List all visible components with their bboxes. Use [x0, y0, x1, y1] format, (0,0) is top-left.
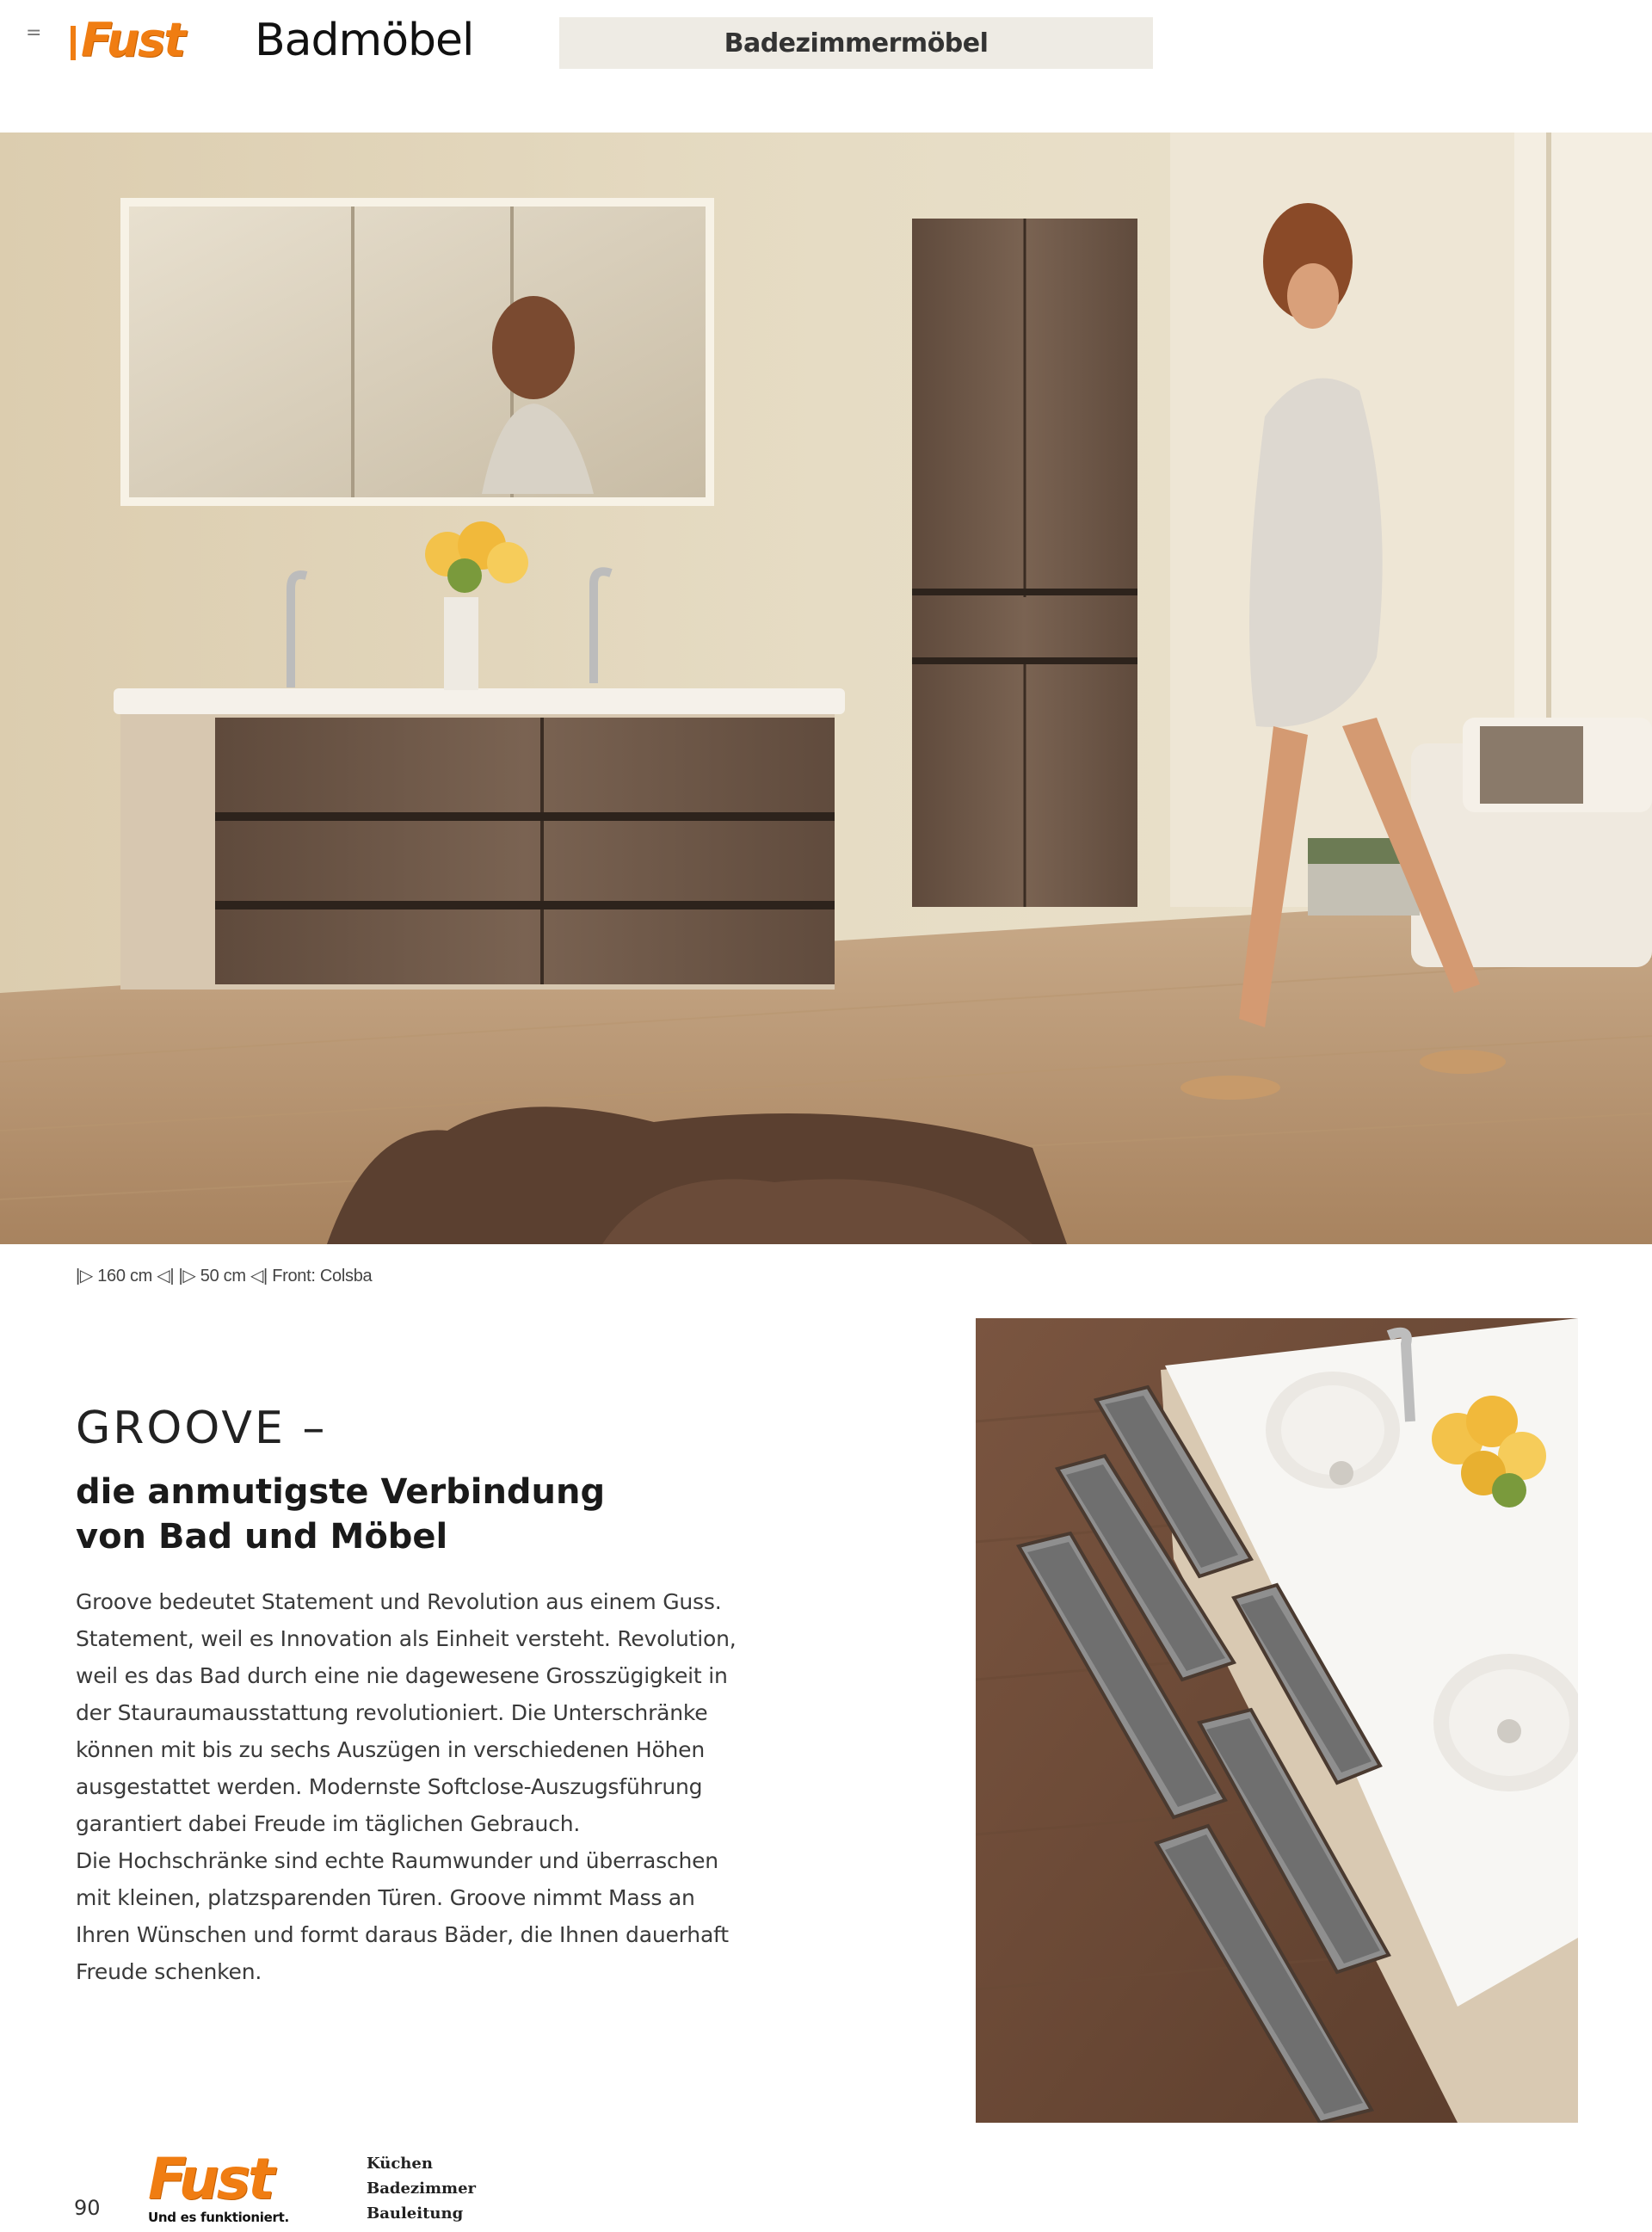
footer-category-kitchens: Küchen: [367, 2155, 433, 2173]
logo-bar: [71, 26, 76, 60]
body-line: Statement, weil es Innovation als Einheit versteht. Revolution,: [76, 1626, 737, 1651]
subtitle-line-2: von Bad und Möbel: [76, 1517, 448, 1557]
body-line: Ihren Wünschen und formt daraus Bäder, die Ihnen dauerhaft: [76, 1922, 729, 1947]
footer-tagline: Und es funktioniert.: [148, 2210, 289, 2225]
body-line: garantiert dabei Freude im täglichen Gebrauch.: [76, 1811, 581, 1836]
subtitle-line-1: die anmutigste Verbindung: [76, 1472, 606, 1512]
body-line: Die Hochschränke sind echte Raumwunder und überraschen: [76, 1848, 718, 1873]
detail-image-drawers: [976, 1318, 1578, 2123]
product-title: GROOVE –: [76, 1403, 328, 1454]
body-line: können mit bis zu sechs Auszügen in verschiedenen Höhen: [76, 1737, 706, 1762]
footer-category-bathrooms: Badezimmer: [367, 2180, 477, 2198]
fust-logo: [71, 13, 185, 67]
body-line: mit kleinen, platzsparenden Türen. Groove nimmt Mass an: [76, 1885, 695, 1910]
fust-logo-text: Fust: [81, 13, 185, 67]
body-copy: [76, 1583, 867, 1990]
body-line: Freude schenken.: [76, 1959, 262, 1984]
hero-image: [0, 133, 1652, 1244]
body-line: ausgestattet werden. Modernste Softclose-Auszugsführung: [76, 1774, 703, 1799]
footer-logo-text: Fust: [148, 2146, 273, 2212]
section-label: Badezimmermöbel: [559, 17, 1153, 69]
dimensions-caption: |▷ 160 cm ◁| |▷ 50 cm ◁| Front: Colsba: [76, 1267, 373, 1286]
footer-categories: [367, 2151, 476, 2226]
brand-category: Badmöbel: [255, 15, 474, 66]
footer-fust-logo: [148, 2146, 289, 2225]
product-subtitle: [76, 1470, 850, 1559]
body-line: weil es das Bad durch eine nie dagewesene Grosszügigkeit in: [76, 1663, 728, 1688]
footer-category-construction: Bauleitung: [367, 2204, 464, 2223]
header-mark: =: [26, 22, 42, 44]
body-line: der Stauraumausstattung revolutioniert. Die Unterschränke: [76, 1700, 708, 1725]
page-number: 90: [74, 2196, 101, 2220]
body-line: Groove bedeutet Statement und Revolution aus einem Guss.: [76, 1589, 722, 1614]
